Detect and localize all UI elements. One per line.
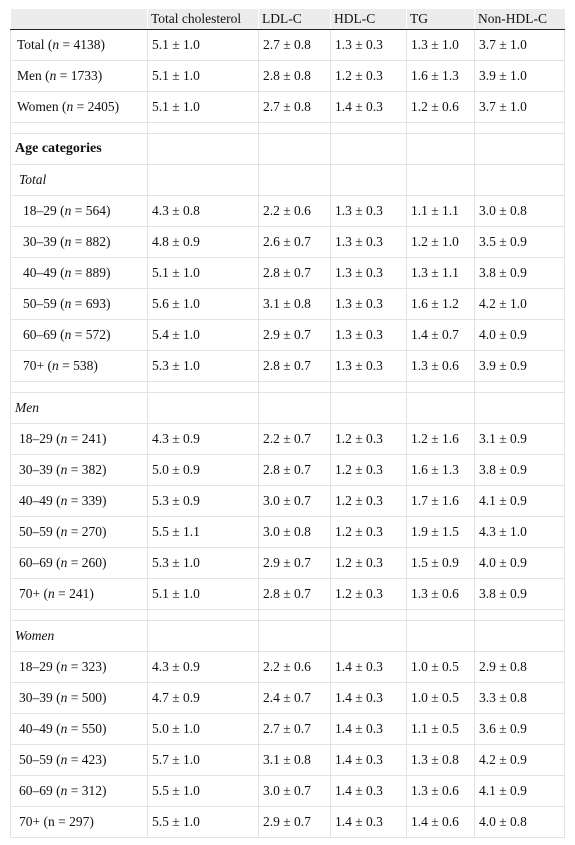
value-cell: 1.4 ± 0.3	[331, 652, 407, 683]
row-label-cell	[11, 486, 148, 517]
row-label-n: n	[60, 524, 68, 539]
value-cell: 3.0 ± 0.7	[259, 486, 331, 517]
table-row	[11, 320, 565, 351]
value-cell: 5.1 ± 1.0	[148, 92, 259, 123]
value-cell: 1.2 ± 1.6	[407, 424, 475, 455]
table-row	[11, 548, 565, 579]
spacer-cell	[475, 382, 565, 393]
value-cell: 3.8 ± 0.9	[475, 455, 565, 486]
empty-cell	[148, 165, 259, 196]
header-cell-tg: TG	[407, 9, 475, 30]
spacer-cell	[331, 382, 407, 393]
row-label-cell	[11, 61, 148, 92]
value-cell: 4.2 ± 1.0	[475, 289, 565, 320]
spacer-cell	[331, 610, 407, 621]
value-cell: 2.9 ± 0.7	[259, 320, 331, 351]
value-cell: 1.4 ± 0.3	[331, 745, 407, 776]
value-cell: 4.2 ± 0.9	[475, 745, 565, 776]
value-cell: 1.2 ± 0.3	[331, 517, 407, 548]
empty-cell	[259, 165, 331, 196]
spacer-cell	[259, 382, 331, 393]
value-cell: 1.3 ± 0.6	[407, 579, 475, 610]
row-label-pre: 40–49 (	[23, 265, 65, 280]
value-cell: 5.1 ± 1.0	[148, 258, 259, 289]
value-cell: 1.3 ± 0.3	[331, 320, 407, 351]
table-row	[11, 455, 565, 486]
row-label-pre: 70+ (	[23, 358, 52, 373]
value-cell: 1.2 ± 0.3	[331, 486, 407, 517]
value-cell: 3.7 ± 1.0	[475, 92, 565, 123]
row-label-n: n	[66, 99, 74, 114]
empty-cell	[475, 134, 565, 165]
value-cell: 2.8 ± 0.8	[259, 61, 331, 92]
row-label-post: = 693)	[71, 296, 111, 311]
row-label-pre: 60–69 (	[19, 555, 61, 570]
value-cell: 1.3 ± 0.3	[331, 258, 407, 289]
row-label-n: n	[60, 721, 68, 736]
value-cell: 5.0 ± 0.9	[148, 455, 259, 486]
table-row	[11, 807, 565, 838]
row-label-cell	[11, 683, 148, 714]
row-label-pre: 40–49 (	[19, 493, 61, 508]
value-cell: 1.3 ± 1.1	[407, 258, 475, 289]
value-cell: 5.5 ± 1.0	[148, 807, 259, 838]
row-label-n: n	[60, 690, 68, 705]
header-cell-label	[11, 9, 148, 30]
value-cell: 2.8 ± 0.7	[259, 455, 331, 486]
row-label-n: n	[60, 493, 68, 508]
value-cell: 2.2 ± 0.6	[259, 196, 331, 227]
row-label-post: = 241)	[67, 431, 107, 446]
row-label-cell	[11, 517, 148, 548]
value-cell: 5.3 ± 1.0	[148, 548, 259, 579]
value-cell: 1.4 ± 0.3	[331, 714, 407, 745]
value-cell: 4.3 ± 0.9	[148, 424, 259, 455]
row-label-pre: 50–59 (	[23, 296, 65, 311]
row-label-cell	[11, 258, 148, 289]
value-cell: 4.3 ± 1.0	[475, 517, 565, 548]
row-label-pre: Total (	[17, 37, 53, 52]
value-cell: 3.5 ± 0.9	[475, 227, 565, 258]
value-cell: 1.3 ± 0.6	[407, 351, 475, 382]
group-heading-label: Total	[11, 165, 148, 196]
empty-cell	[259, 393, 331, 424]
row-label-post: = 2405)	[73, 99, 120, 114]
value-cell: 1.2 ± 0.6	[407, 92, 475, 123]
row-label-pre: 18–29 (	[19, 431, 61, 446]
value-cell: 2.7 ± 0.8	[259, 30, 331, 61]
row-label-post: = 241)	[54, 586, 94, 601]
value-cell: 2.8 ± 0.7	[259, 351, 331, 382]
empty-cell	[475, 393, 565, 424]
value-cell: 1.4 ± 0.3	[331, 92, 407, 123]
spacer-row	[11, 123, 565, 134]
value-cell: 2.4 ± 0.7	[259, 683, 331, 714]
value-cell: 2.9 ± 0.7	[259, 807, 331, 838]
value-cell: 4.3 ± 0.8	[148, 196, 259, 227]
group-heading-label: Men	[11, 393, 148, 424]
row-label-post: = 882)	[71, 234, 111, 249]
section-heading	[11, 134, 565, 165]
value-cell: 1.0 ± 0.5	[407, 683, 475, 714]
row-label-n: n	[64, 203, 72, 218]
value-cell: 1.4 ± 0.3	[331, 776, 407, 807]
row-label-pre: 50–59 (	[19, 524, 61, 539]
value-cell: 1.7 ± 1.6	[407, 486, 475, 517]
spacer-row	[11, 610, 565, 621]
row-label-pre: 30–39 (	[23, 234, 65, 249]
row-label-pre: 30–39 (	[19, 690, 61, 705]
group-heading	[11, 393, 565, 424]
table-row	[11, 652, 565, 683]
empty-cell	[148, 134, 259, 165]
group-heading	[11, 165, 565, 196]
row-label-n: n	[60, 555, 68, 570]
value-cell: 1.3 ± 0.3	[331, 30, 407, 61]
value-cell: 1.4 ± 0.6	[407, 807, 475, 838]
value-cell: 3.0 ± 0.8	[475, 196, 565, 227]
value-cell: 1.6 ± 1.3	[407, 61, 475, 92]
header-cell-hdl-c: HDL-C	[331, 9, 407, 30]
spacer-cell	[11, 610, 148, 621]
row-label-cell	[11, 320, 148, 351]
row-label-cell	[11, 776, 148, 807]
empty-cell	[259, 134, 331, 165]
value-cell: 2.6 ± 0.7	[259, 227, 331, 258]
row-label-cell	[11, 579, 148, 610]
value-cell: 5.4 ± 1.0	[148, 320, 259, 351]
value-cell: 5.1 ± 1.0	[148, 579, 259, 610]
value-cell: 2.7 ± 0.7	[259, 714, 331, 745]
value-cell: 1.4 ± 0.3	[331, 807, 407, 838]
row-label-post: = 312)	[67, 783, 107, 798]
row-label-n: n	[64, 265, 72, 280]
row-label-post: = 270)	[67, 524, 107, 539]
section-heading-label: Age categories	[11, 134, 148, 165]
empty-cell	[331, 621, 407, 652]
spacer-cell	[11, 123, 148, 134]
row-label-post: = 564)	[71, 203, 111, 218]
value-cell: 2.8 ± 0.7	[259, 579, 331, 610]
header-cell-total-cholesterol: Total cholesterol	[148, 9, 259, 30]
value-cell: 4.7 ± 0.9	[148, 683, 259, 714]
table-row	[11, 683, 565, 714]
header-row	[11, 9, 565, 30]
value-cell: 3.0 ± 0.8	[259, 517, 331, 548]
row-label-post: = 1733)	[56, 68, 103, 83]
spacer-cell	[407, 123, 475, 134]
row-label-n: n	[51, 358, 59, 373]
value-cell: 4.1 ± 0.9	[475, 776, 565, 807]
table-row	[11, 351, 565, 382]
group-heading-label: Women	[11, 621, 148, 652]
empty-cell	[407, 165, 475, 196]
value-cell: 3.6 ± 0.9	[475, 714, 565, 745]
spacer-cell	[259, 123, 331, 134]
value-cell: 1.2 ± 0.3	[331, 455, 407, 486]
row-label-n: n	[60, 783, 68, 798]
value-cell: 4.8 ± 0.9	[148, 227, 259, 258]
value-cell: 2.8 ± 0.7	[259, 258, 331, 289]
table-row	[11, 92, 565, 123]
value-cell: 1.4 ± 0.7	[407, 320, 475, 351]
value-cell: 3.9 ± 0.9	[475, 351, 565, 382]
empty-cell	[331, 393, 407, 424]
empty-cell	[475, 621, 565, 652]
value-cell: 5.3 ± 0.9	[148, 486, 259, 517]
table-row	[11, 517, 565, 548]
spacer-cell	[475, 610, 565, 621]
row-label-cell	[11, 807, 148, 838]
spacer-cell	[148, 123, 259, 134]
empty-cell	[407, 621, 475, 652]
value-cell: 3.0 ± 0.7	[259, 776, 331, 807]
row-label-n: n	[64, 296, 72, 311]
empty-cell	[259, 621, 331, 652]
row-label-cell	[11, 92, 148, 123]
value-cell: 3.3 ± 0.8	[475, 683, 565, 714]
spacer-cell	[331, 123, 407, 134]
value-cell: 4.3 ± 0.9	[148, 652, 259, 683]
table-row	[11, 714, 565, 745]
row-label-post: = 382)	[67, 462, 107, 477]
row-label-n: n	[60, 462, 68, 477]
table-body	[11, 30, 565, 838]
spacer-cell	[407, 382, 475, 393]
table-row	[11, 745, 565, 776]
row-label-cell	[11, 455, 148, 486]
row-label-pre: 30–39 (	[19, 462, 61, 477]
row-label-post: = 4138)	[59, 37, 106, 52]
value-cell: 1.3 ± 0.3	[331, 289, 407, 320]
group-heading	[11, 621, 565, 652]
row-label-n: n	[60, 659, 68, 674]
row-label-cell	[11, 424, 148, 455]
value-cell: 1.3 ± 0.6	[407, 776, 475, 807]
value-cell: 4.0 ± 0.9	[475, 320, 565, 351]
value-cell: 3.8 ± 0.9	[475, 579, 565, 610]
value-cell: 1.3 ± 0.3	[331, 351, 407, 382]
row-label-n: n	[49, 68, 57, 83]
row-label-cell	[11, 30, 148, 61]
value-cell: 1.6 ± 1.2	[407, 289, 475, 320]
row-label-post: = 339)	[67, 493, 107, 508]
row-label-pre: 40–49 (	[19, 721, 61, 736]
row-label-cell	[11, 227, 148, 258]
table-row	[11, 258, 565, 289]
empty-cell	[407, 393, 475, 424]
row-label-pre: Women (	[17, 99, 67, 114]
row-label-post: = 423)	[67, 752, 107, 767]
row-label-n: n	[47, 586, 55, 601]
value-cell: 1.6 ± 1.3	[407, 455, 475, 486]
row-label-post: = 538)	[58, 358, 98, 373]
value-cell: 2.2 ± 0.7	[259, 424, 331, 455]
value-cell: 3.1 ± 0.8	[259, 745, 331, 776]
value-cell: 5.7 ± 1.0	[148, 745, 259, 776]
row-label-pre: 70+ (	[19, 814, 48, 829]
row-label-pre: Men (	[17, 68, 50, 83]
value-cell: 3.1 ± 0.9	[475, 424, 565, 455]
value-cell: 3.1 ± 0.8	[259, 289, 331, 320]
value-cell: 2.2 ± 0.6	[259, 652, 331, 683]
table-row	[11, 196, 565, 227]
table-header	[11, 9, 565, 30]
value-cell: 3.7 ± 1.0	[475, 30, 565, 61]
table-row	[11, 227, 565, 258]
value-cell: 1.3 ± 0.3	[331, 227, 407, 258]
value-cell: 5.1 ± 1.0	[148, 30, 259, 61]
table-row	[11, 579, 565, 610]
row-label-n: n	[64, 327, 72, 342]
value-cell: 1.3 ± 0.8	[407, 745, 475, 776]
row-label-cell	[11, 351, 148, 382]
value-cell: 5.5 ± 1.0	[148, 776, 259, 807]
value-cell: 4.0 ± 0.8	[475, 807, 565, 838]
spacer-cell	[475, 123, 565, 134]
row-label-pre: 50–59 (	[19, 752, 61, 767]
empty-cell	[148, 393, 259, 424]
header-cell-non-hdl-c: Non-HDL-C	[475, 9, 565, 30]
header-cell-ldl-c: LDL-C	[259, 9, 331, 30]
value-cell: 2.9 ± 0.7	[259, 548, 331, 579]
row-label-post: = 260)	[67, 555, 107, 570]
table-row	[11, 776, 565, 807]
row-label-cell	[11, 289, 148, 320]
value-cell: 1.2 ± 1.0	[407, 227, 475, 258]
row-label-post: n = 297)	[47, 814, 94, 829]
row-label-post: = 550)	[67, 721, 107, 736]
row-label-post: = 572)	[71, 327, 111, 342]
value-cell: 2.7 ± 0.8	[259, 92, 331, 123]
row-label-n: n	[60, 752, 68, 767]
table-row	[11, 61, 565, 92]
value-cell: 1.1 ± 0.5	[407, 714, 475, 745]
value-cell: 5.3 ± 1.0	[148, 351, 259, 382]
table-row	[11, 424, 565, 455]
row-label-cell	[11, 745, 148, 776]
row-label-cell	[11, 714, 148, 745]
spacer-row	[11, 382, 565, 393]
value-cell: 1.2 ± 0.3	[331, 579, 407, 610]
value-cell: 1.2 ± 0.3	[331, 548, 407, 579]
value-cell: 1.2 ± 0.3	[331, 424, 407, 455]
value-cell: 1.1 ± 1.1	[407, 196, 475, 227]
value-cell: 1.0 ± 0.5	[407, 652, 475, 683]
table-row	[11, 30, 565, 61]
spacer-cell	[148, 382, 259, 393]
spacer-cell	[148, 610, 259, 621]
empty-cell	[475, 165, 565, 196]
value-cell: 1.4 ± 0.3	[331, 683, 407, 714]
row-label-pre: 18–29 (	[19, 659, 61, 674]
row-label-pre: 60–69 (	[23, 327, 65, 342]
spacer-cell	[407, 610, 475, 621]
value-cell: 1.5 ± 0.9	[407, 548, 475, 579]
row-label-post: = 500)	[67, 690, 107, 705]
lipid-table	[10, 9, 565, 838]
row-label-pre: 70+ (	[19, 586, 48, 601]
value-cell: 1.9 ± 1.5	[407, 517, 475, 548]
row-label-pre: 18–29 (	[23, 203, 65, 218]
row-label-cell	[11, 196, 148, 227]
table-row	[11, 486, 565, 517]
empty-cell	[148, 621, 259, 652]
value-cell: 1.2 ± 0.3	[331, 61, 407, 92]
empty-cell	[331, 134, 407, 165]
row-label-cell	[11, 548, 148, 579]
row-label-n: n	[64, 234, 72, 249]
value-cell: 1.3 ± 0.3	[331, 196, 407, 227]
row-label-post: = 889)	[71, 265, 111, 280]
spacer-cell	[11, 382, 148, 393]
row-label-n: n	[60, 431, 68, 446]
empty-cell	[331, 165, 407, 196]
value-cell: 5.6 ± 1.0	[148, 289, 259, 320]
value-cell: 4.1 ± 0.9	[475, 486, 565, 517]
value-cell: 4.0 ± 0.9	[475, 548, 565, 579]
value-cell: 1.3 ± 1.0	[407, 30, 475, 61]
empty-cell	[407, 134, 475, 165]
row-label-post: = 323)	[67, 659, 107, 674]
spacer-cell	[259, 610, 331, 621]
row-label-n: n	[52, 37, 60, 52]
value-cell: 5.0 ± 1.0	[148, 714, 259, 745]
value-cell: 3.9 ± 1.0	[475, 61, 565, 92]
row-label-cell	[11, 652, 148, 683]
value-cell: 5.1 ± 1.0	[148, 61, 259, 92]
value-cell: 3.8 ± 0.9	[475, 258, 565, 289]
value-cell: 2.9 ± 0.8	[475, 652, 565, 683]
table-row	[11, 289, 565, 320]
row-label-pre: 60–69 (	[19, 783, 61, 798]
value-cell: 5.5 ± 1.1	[148, 517, 259, 548]
